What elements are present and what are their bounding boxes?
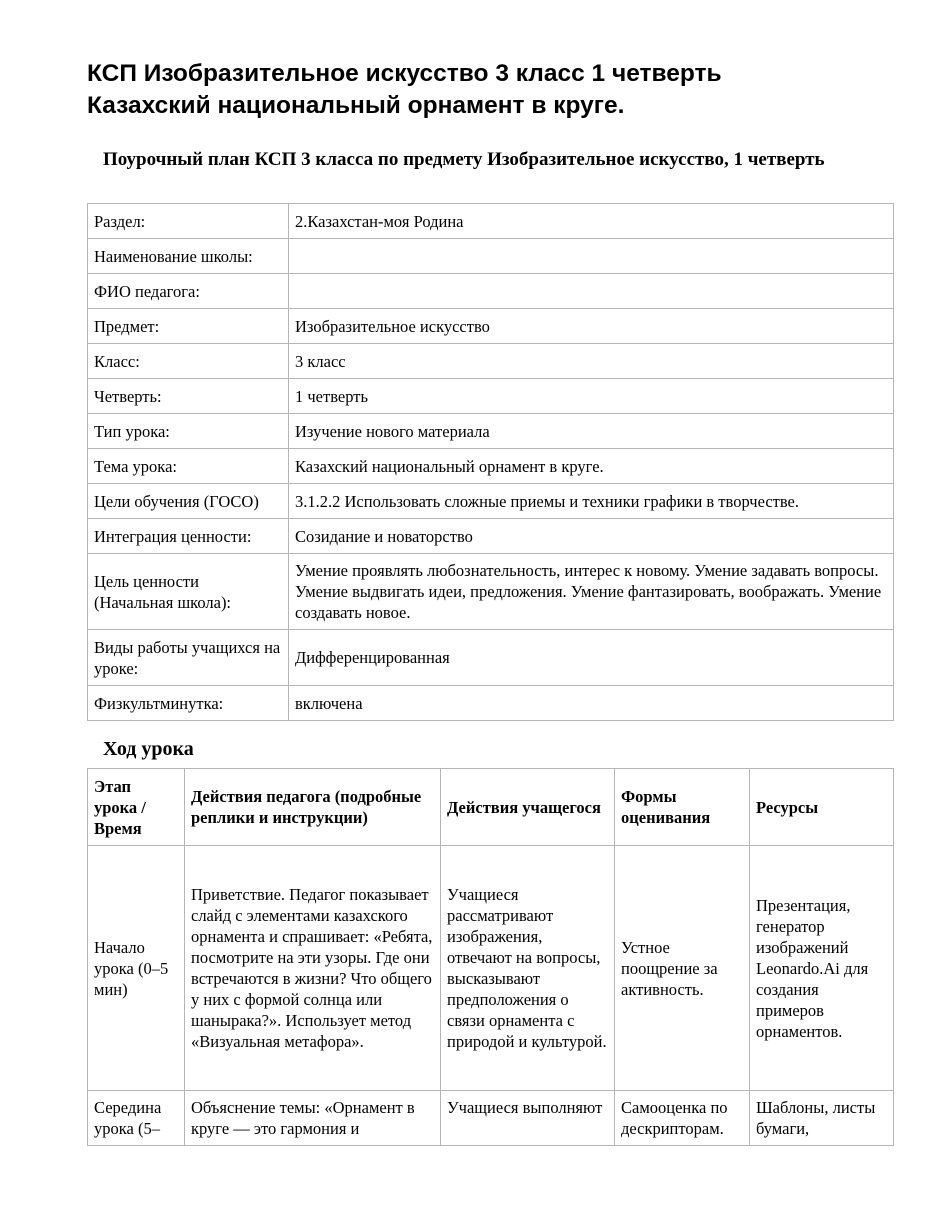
table-cell: Презентация, генератор изображений Leonardo.Ai для создания примеров орнаментов. (750, 846, 894, 1091)
info-value: Изобразительное искусство (289, 309, 894, 344)
table-cell: Середина урока (5– (88, 1091, 185, 1146)
info-key: Четверть: (88, 379, 289, 414)
info-value (289, 274, 894, 309)
table-cell: Учащиеся выполняют (441, 1091, 615, 1146)
info-value: 3 класс (289, 344, 894, 379)
table-row (88, 204, 894, 239)
table-row (88, 379, 894, 414)
info-key: Тип урока: (88, 414, 289, 449)
info-key: Наименование школы: (88, 239, 289, 274)
info-key: Виды работы учащихся на уроке: (88, 630, 289, 686)
table-row (88, 414, 894, 449)
info-value: 1 четверть (289, 379, 894, 414)
document-title (87, 58, 887, 122)
info-value (289, 239, 894, 274)
info-key: Предмет: (88, 309, 289, 344)
info-key: Цель ценности (Начальная школа): (88, 554, 289, 630)
table-row (88, 1091, 894, 1146)
column-header: Действия учащегося (441, 769, 615, 846)
section-heading: Ход урока (103, 738, 194, 760)
info-value: Созидание и новаторство (289, 519, 894, 554)
table-row (88, 630, 894, 686)
table-row (88, 274, 894, 309)
table-row (88, 686, 894, 721)
lesson-flow-table (87, 768, 894, 1146)
lesson-info-table (87, 203, 894, 721)
table-cell: Объяснение темы: «Орнамент в круге — это гармония и (185, 1091, 441, 1146)
table-header-row (88, 769, 894, 846)
page-bottom-margin (0, 1147, 935, 1210)
info-value: 3.1.2.2 Использовать сложные приемы и техники графики в творчестве. (289, 484, 894, 519)
plan-subtitle: Поурочный план КСП 3 класса по предмету Изобразительное искусство, 1 четверть (103, 149, 825, 170)
title-line-1: КСП Изобразительное искусство 3 класс 1 четверть (87, 60, 722, 87)
info-key: Физкультминутка: (88, 686, 289, 721)
table-cell: Приветствие. Педагог показывает слайд с элементами казахского орнамента и спрашивает: «Ребята, посмотрите на эти узоры. Где они встречаются в жизни? Что общего у них с формой солнца или шанырака?». Использует метод «Визуальная метафора». (185, 846, 441, 1091)
table-row (88, 484, 894, 519)
column-header: Этап урока / Время (88, 769, 185, 846)
column-header: Действия педагога (подробные реплики и инструкции) (185, 769, 441, 846)
info-key: Класс: (88, 344, 289, 379)
table-cell: Самооценка по дескрипторам. (615, 1091, 750, 1146)
info-key: Раздел: (88, 204, 289, 239)
table-cell: Шаблоны, листы бумаги, (750, 1091, 894, 1146)
table-row (88, 239, 894, 274)
info-value: Изучение нового материала (289, 414, 894, 449)
table-row (88, 309, 894, 344)
info-value: Умение проявлять любознательность, интерес к новому. Умение задавать вопросы. Умение выдвигать идеи, предложения. Умение фантазировать, воображать. Умение создавать новое. (289, 554, 894, 630)
table-cell: Учащиеся рассматривают изображения, отвечают на вопросы, высказывают предположения о связи орнамента с природой и культурой. (441, 846, 615, 1091)
table-row (88, 449, 894, 484)
info-key: Тема урока: (88, 449, 289, 484)
title-line-2: Казахский национальный орнамент в круге. (87, 92, 625, 119)
info-value: 2.Казахстан-моя Родина (289, 204, 894, 239)
table-row (88, 519, 894, 554)
info-key: ФИО педагога: (88, 274, 289, 309)
info-key: Цели обучения (ГОСО) (88, 484, 289, 519)
info-key: Интеграция ценности: (88, 519, 289, 554)
info-value: Казахский национальный орнамент в круге. (289, 449, 894, 484)
table-row (88, 344, 894, 379)
table-cell: Начало урока (0–5 мин) (88, 846, 185, 1091)
table-row (88, 554, 894, 630)
column-header: Формы оценивания (615, 769, 750, 846)
table-row (88, 846, 894, 1091)
table-cell: Устное поощрение за активность. (615, 846, 750, 1091)
info-value: Дифференцированная (289, 630, 894, 686)
column-header: Ресурсы (750, 769, 894, 846)
info-value: включена (289, 686, 894, 721)
